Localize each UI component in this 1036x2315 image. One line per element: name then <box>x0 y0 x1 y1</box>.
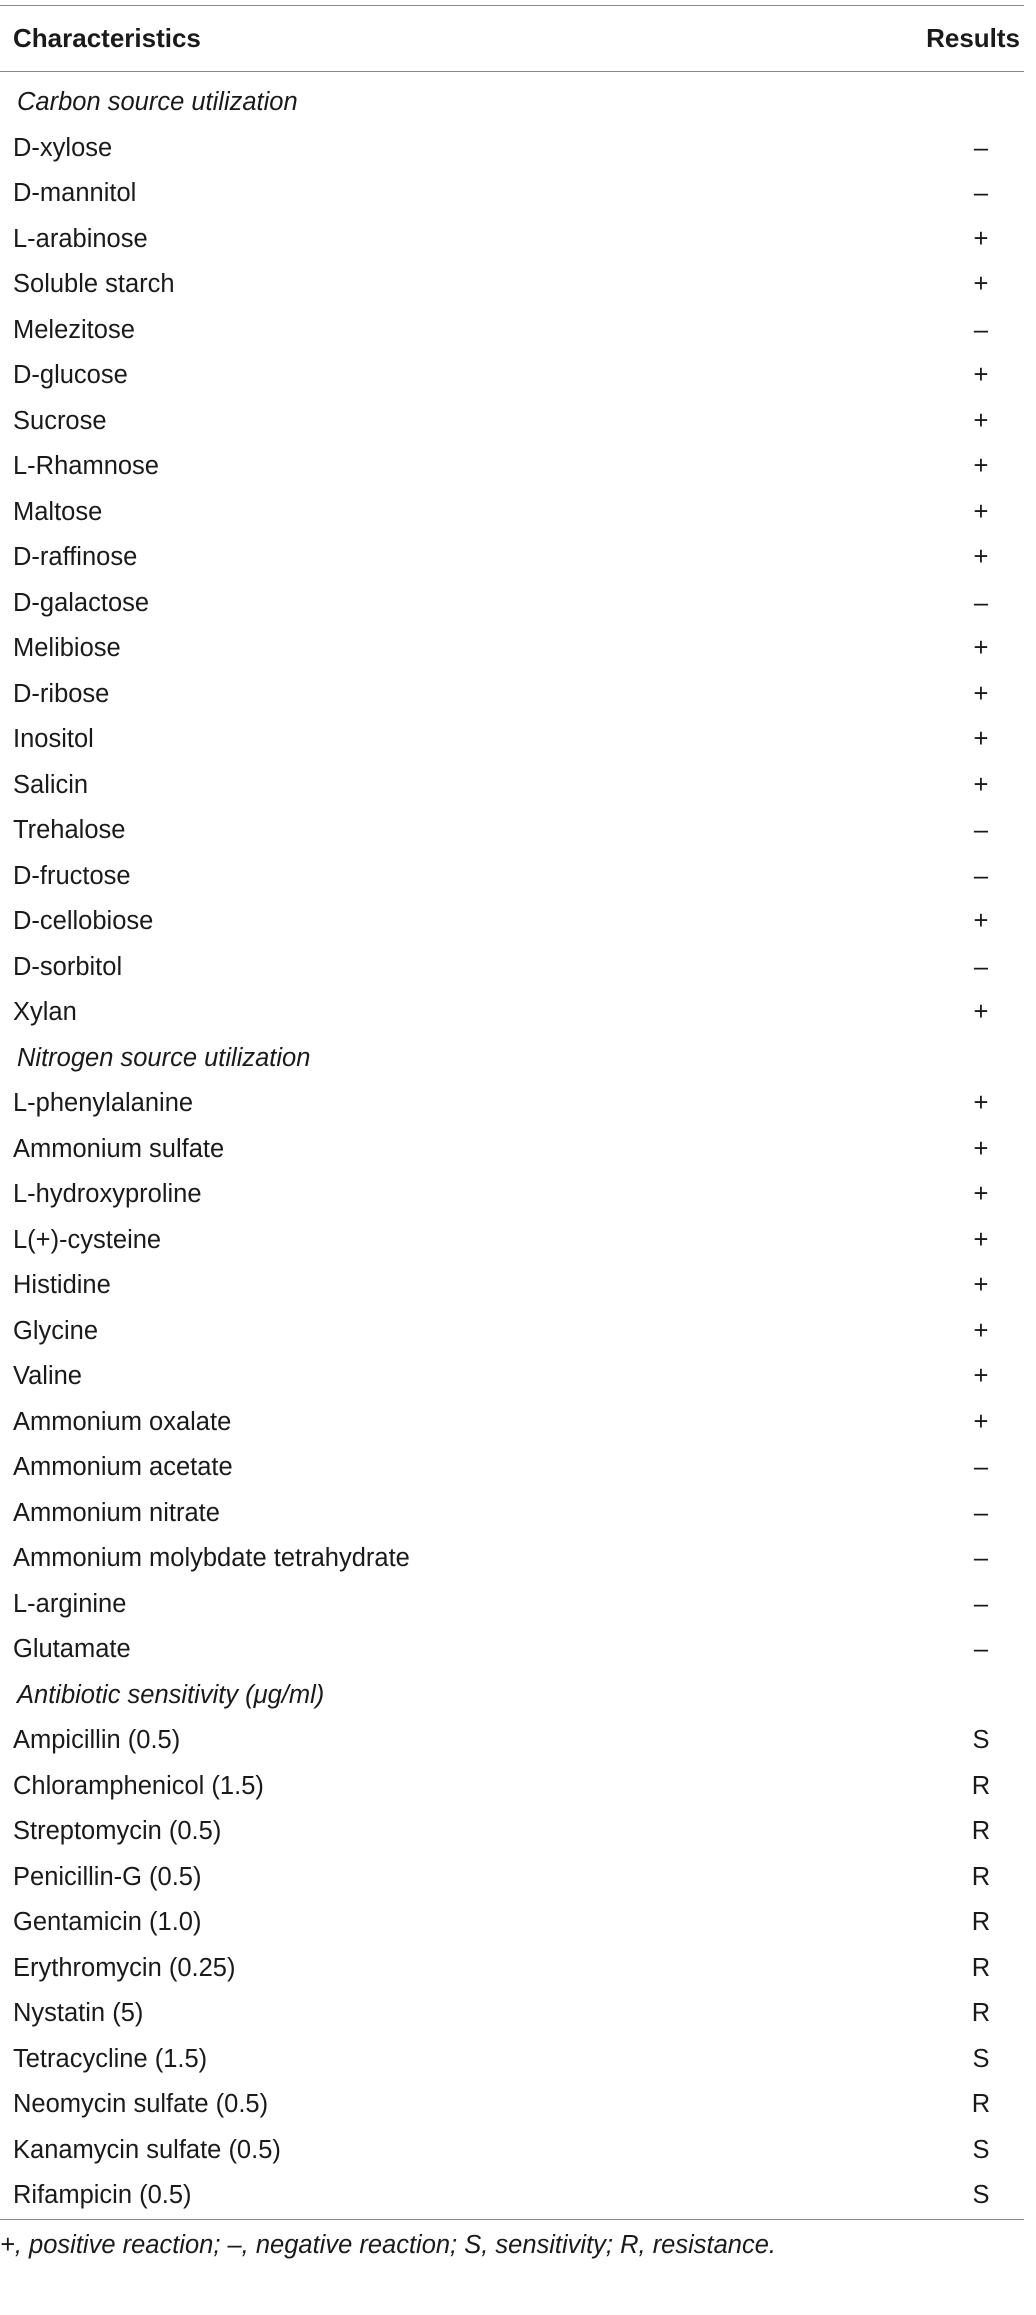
characteristic-label: Erythromycin (0.25) <box>13 1953 236 1982</box>
result-value: – <box>973 861 989 890</box>
section-header-row <box>0 1673 1024 1719</box>
result-value: + <box>973 998 989 1027</box>
characteristic-label: Ammonium acetate <box>13 1453 233 1482</box>
table-row <box>0 1218 1024 1264</box>
table-row <box>0 217 1024 263</box>
table-row <box>0 2037 1024 2083</box>
result-value: – <box>973 315 989 344</box>
table-row <box>0 1900 1024 1946</box>
table-row <box>0 1764 1024 1810</box>
characteristic-label: Valine <box>13 1362 82 1391</box>
characteristic-label: Salicin <box>13 770 89 799</box>
characteristic-label: D-raffinose <box>13 543 138 572</box>
characteristic-label: Chloramphenicol (1.5) <box>13 1771 264 1800</box>
table-row <box>0 308 1024 354</box>
section-header-row <box>0 80 1024 126</box>
characteristic-label: Ammonium sulfate <box>13 1134 225 1163</box>
table-row <box>0 1172 1024 1218</box>
table-row <box>0 717 1024 763</box>
characteristic-label: D-sorbitol <box>13 952 123 981</box>
section-header-row <box>0 1036 1024 1082</box>
table-row <box>0 490 1024 536</box>
characteristic-label: Streptomycin (0.5) <box>13 1817 222 1846</box>
result-value: – <box>973 952 989 981</box>
table-row <box>0 672 1024 718</box>
result-value: + <box>973 770 989 799</box>
result-value: R <box>971 1999 991 2028</box>
table-footnote: +, positive reaction; –, negative reaction; S, sensitivity; R, resistance. <box>0 2230 776 2259</box>
result-value: R <box>971 1862 991 1891</box>
table-row <box>0 126 1024 172</box>
result-value: – <box>973 1544 989 1573</box>
result-value: + <box>973 1316 989 1345</box>
table-header <box>0 6 1024 71</box>
table-row <box>0 444 1024 490</box>
characteristic-label: Penicillin-G (0.5) <box>13 1862 202 1891</box>
characteristic-label: Inositol <box>13 725 94 754</box>
table-row <box>0 854 1024 900</box>
table-row <box>0 763 1024 809</box>
table-row <box>0 808 1024 854</box>
characteristic-label: L-hydroxyproline <box>13 1180 202 1209</box>
table-row <box>0 1400 1024 1446</box>
result-value: + <box>973 1180 989 1209</box>
characteristic-label: L-arabinose <box>13 224 148 253</box>
characteristic-label: Neomycin sulfate (0.5) <box>13 2090 269 2119</box>
table-row <box>0 1536 1024 1582</box>
result-value: R <box>971 1771 991 1800</box>
section-label: Nitrogen source utilization <box>17 1043 311 1072</box>
table-row <box>0 1309 1024 1355</box>
result-value: R <box>971 1817 991 1846</box>
result-value: – <box>973 1589 989 1618</box>
characteristic-label: D-fructose <box>13 861 131 890</box>
characteristic-label: Nystatin (5) <box>13 1999 144 2028</box>
result-value: + <box>973 497 989 526</box>
table-row <box>0 1081 1024 1127</box>
result-value: + <box>973 634 989 663</box>
characteristic-label: D-xylose <box>13 133 113 162</box>
characteristic-label: Melezitose <box>13 315 135 344</box>
characteristic-label: Ammonium molybdate tetrahydrate <box>13 1544 410 1573</box>
table-row <box>0 399 1024 445</box>
characteristic-label: D-mannitol <box>13 179 137 208</box>
section-label: Carbon source utilization <box>17 88 298 117</box>
table-row <box>0 1946 1024 1992</box>
table-row <box>0 1263 1024 1309</box>
characteristic-label: Maltose <box>13 497 103 526</box>
result-value: + <box>973 1225 989 1254</box>
characteristic-label: Tetracycline (1.5) <box>13 2044 208 2073</box>
characteristic-label: Glycine <box>13 1316 99 1345</box>
table-row <box>0 1354 1024 1400</box>
header-results: Results <box>926 23 1020 53</box>
table-row <box>0 1627 1024 1673</box>
characteristic-label: Ampicillin (0.5) <box>13 1726 181 1755</box>
result-value: – <box>973 1453 989 1482</box>
characteristic-label: D-galactose <box>13 588 150 617</box>
characteristic-label: Soluble starch <box>13 270 175 299</box>
result-value: + <box>973 543 989 572</box>
characteristic-label: L-phenylalanine <box>13 1089 194 1118</box>
characteristic-label: D-glucose <box>13 361 128 390</box>
characteristic-label: Glutamate <box>13 1635 131 1664</box>
result-value: + <box>973 725 989 754</box>
result-value: – <box>973 133 989 162</box>
result-value: + <box>973 1134 989 1163</box>
table-row <box>0 1491 1024 1537</box>
result-value: + <box>973 270 989 299</box>
result-value: S <box>972 1726 990 1755</box>
table-row <box>0 535 1024 581</box>
result-value: – <box>973 1498 989 1527</box>
result-value: R <box>971 1908 991 1937</box>
characteristic-label: Ammonium oxalate <box>13 1407 232 1436</box>
characteristic-label: L(+)-cysteine <box>13 1225 162 1254</box>
result-value: + <box>973 1362 989 1391</box>
result-value: + <box>973 1271 989 1300</box>
result-value: – <box>973 816 989 845</box>
result-value: R <box>971 1953 991 1982</box>
result-value: + <box>973 679 989 708</box>
table-row <box>0 990 1024 1036</box>
result-value: – <box>973 179 989 208</box>
table-row <box>0 1991 1024 2037</box>
characteristic-label: Trehalose <box>13 816 126 845</box>
characteristic-label: Ammonium nitrate <box>13 1498 220 1527</box>
result-value: – <box>973 588 989 617</box>
characteristic-label: Melibiose <box>13 634 121 663</box>
characteristic-label: D-cellobiose <box>13 907 154 936</box>
result-value: S <box>972 2044 990 2073</box>
table-row <box>0 2128 1024 2174</box>
characteristic-label: Sucrose <box>13 406 107 435</box>
section-label: Antibiotic sensitivity (μg/ml) <box>17 1680 325 1709</box>
table-row <box>0 581 1024 627</box>
result-value: + <box>973 406 989 435</box>
table-row <box>0 262 1024 308</box>
characteristic-label: Gentamicin (1.0) <box>13 1908 202 1937</box>
table-row <box>0 1718 1024 1764</box>
table-row <box>0 626 1024 672</box>
result-value: + <box>973 361 989 390</box>
result-value: + <box>973 907 989 936</box>
table-row <box>0 1582 1024 1628</box>
table-row <box>0 945 1024 991</box>
result-value: S <box>972 2181 990 2210</box>
table-row <box>0 171 1024 217</box>
result-value: R <box>971 2090 991 2119</box>
header-characteristics: Characteristics <box>13 23 201 53</box>
characteristic-label: L-Rhamnose <box>13 452 159 481</box>
result-value: + <box>973 452 989 481</box>
table-row <box>0 1445 1024 1491</box>
characteristic-label: Xylan <box>13 998 77 1027</box>
characteristic-label: Rifampicin (0.5) <box>13 2181 192 2210</box>
table-row <box>0 1809 1024 1855</box>
characteristic-label: D-ribose <box>13 679 110 708</box>
table-row <box>0 1127 1024 1173</box>
result-value: + <box>973 1407 989 1436</box>
characteristic-label: Kanamycin sulfate (0.5) <box>13 2135 281 2164</box>
table-row <box>0 1855 1024 1901</box>
results-table <box>0 5 1024 2260</box>
result-value: – <box>973 1635 989 1664</box>
characteristic-label: L-arginine <box>13 1589 127 1618</box>
table-row <box>0 353 1024 399</box>
table-row <box>0 2082 1024 2128</box>
characteristic-label: Histidine <box>13 1271 111 1300</box>
result-value: S <box>972 2135 990 2164</box>
result-value: + <box>973 224 989 253</box>
result-value: + <box>973 1089 989 1118</box>
table-row <box>0 899 1024 945</box>
table-row <box>0 2173 1024 2219</box>
table-body <box>0 72 1024 2219</box>
